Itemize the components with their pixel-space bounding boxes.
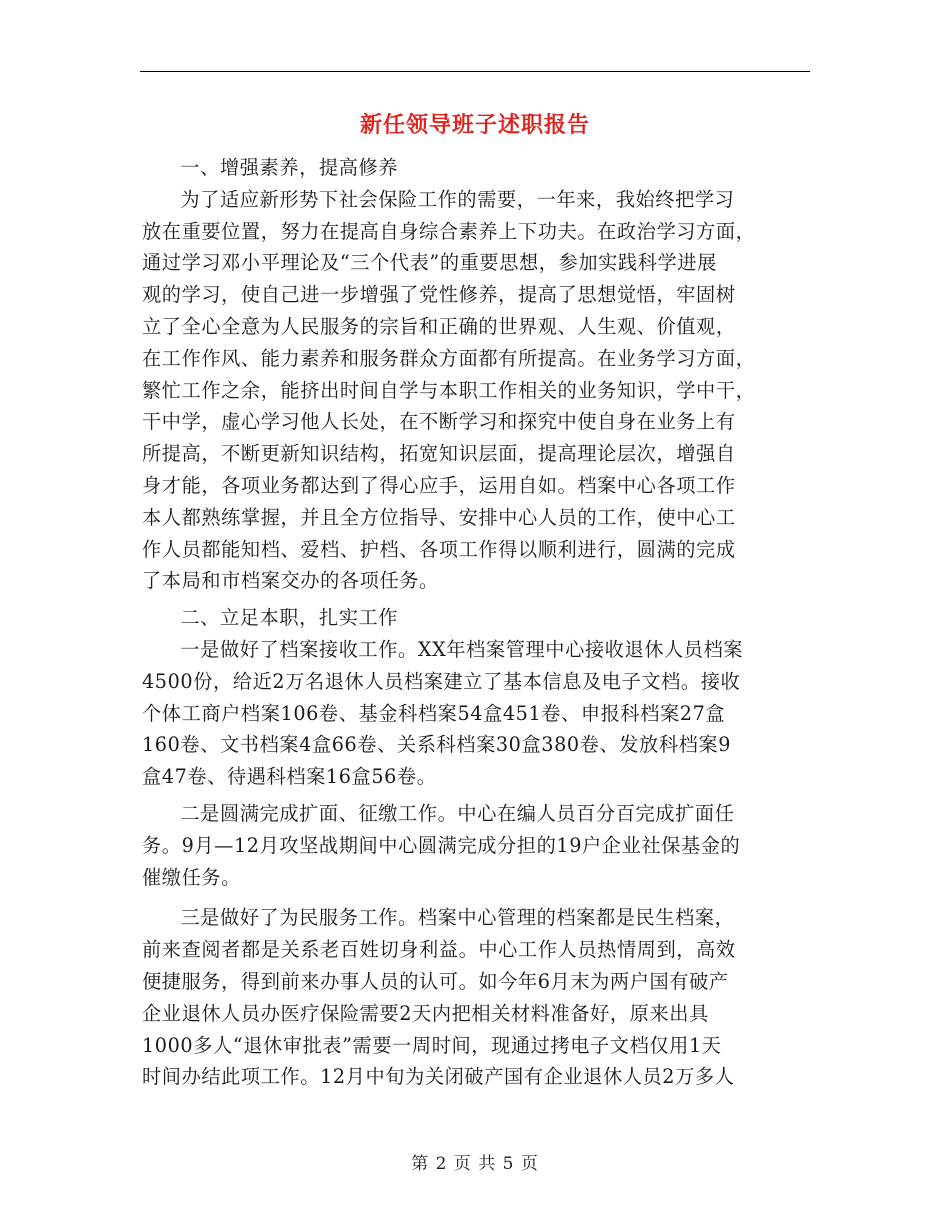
text-line: 盒47卷、待遇科档案16盒56卷。 [142,765,437,789]
text-line: 立了全心全意为人民服务的宗旨和正确的世界观、人生观、价值观， [142,314,736,338]
text-line: 便捷服务，得到前来办事人员的认可。如今年6月末为两户国有破产 [142,969,729,993]
text-line: 催缴任务。 [142,865,241,889]
text-line: 干中学，虚心学习他人长处，在不断学习和探究中使自身在业务上有 [142,410,736,434]
text-line: 4500份，给近2万名退休人员档案建立了基本信息及电子文档。接收 [142,669,741,693]
text-line: 为了适应新形势下社会保险工作的需要，一年来，我始终把学习 [180,187,735,211]
text-line: 一、增强素养，提高修养 [180,156,399,179]
text-line: 务。9月—12月攻坚战期间中心圆满完成分担的19户企业社保基金的 [142,833,741,857]
document-body [142,152,810,1093]
paragraph [142,634,810,793]
text-line: 了本局和市档案交办的各项任务。 [142,569,439,593]
paragraph [142,902,810,1093]
text-line: 通过学习邓小平理论及“三个代表”的重要思想，参加实践科学进展 [142,251,717,275]
text-line: 个体工商户档案106卷、基金科档案54盒451卷、申报科档案27盒 [142,701,726,725]
text-line: 160卷、文书档案4盒66卷、关系科档案30盒380卷、发放科档案9 [142,733,732,757]
text-line: 放在重要位置，努力在提高自身综合素养上下功夫。在政治学习方面， [142,219,756,243]
text-line: 时间办结此项工作。12月中旬为关闭破产国有企业退休人员2万多人 [142,1065,735,1089]
page-footer: 第 2 页 共 5 页 [411,1154,539,1174]
text-line: 繁忙工作之余，能挤出时间自学与本职工作相关的业务知识，学中干， [142,378,756,402]
text-line: 一是做好了档案接收工作。XX年档案管理中心接收退休人员档案 [180,637,744,661]
text-line: 前来查阅者都是关系老百姓切身利益。中心工作人员热情周到，高效 [142,938,736,962]
text-line: 二是圆满完成扩面、征缴工作。中心在编人员百分百完成扩面任 [180,801,735,825]
text-line: 所提高，不断更新知识结构，拓宽知识层面，提高理论层次，增强自 [142,442,736,466]
text-line: 三是做好了为民服务工作。档案中心管理的档案都是民生档案， [180,906,735,930]
section-heading [142,602,810,634]
text-line: 在工作作风、能力素养和服务群众方面都有所提高。在业务学习方面， [142,346,756,370]
text-line: 1000多人“退休审批表”需要一周时间，现通过拷电子文档仅用1天 [142,1033,722,1057]
paragraph [142,184,810,597]
text-line: 观的学习，使自己进一步增强了党性修养，提高了思想觉悟，牢固树 [142,283,736,307]
text-line: 作人员都能知档、爱档、护档、各项工作得以顺利进行，圆满的完成 [142,537,736,561]
document-title: 新任领导班子述职报告 [359,112,590,138]
text-line: 二、立足本职，扎实工作 [180,606,399,630]
paragraph [142,798,810,893]
header-rule [140,71,810,72]
text-line: 本人都熟练掌握，并且全方位指导、安排中心人员的工作，使中心工 [142,505,736,529]
text-line: 企业退休人员办医疗保险需要2天内把相关材料准备好，原来出具 [142,1001,709,1025]
text-line: 身才能，各项业务都达到了得心应手，运用自如。档案中心各项工作 [142,473,736,497]
section-heading [142,152,810,184]
